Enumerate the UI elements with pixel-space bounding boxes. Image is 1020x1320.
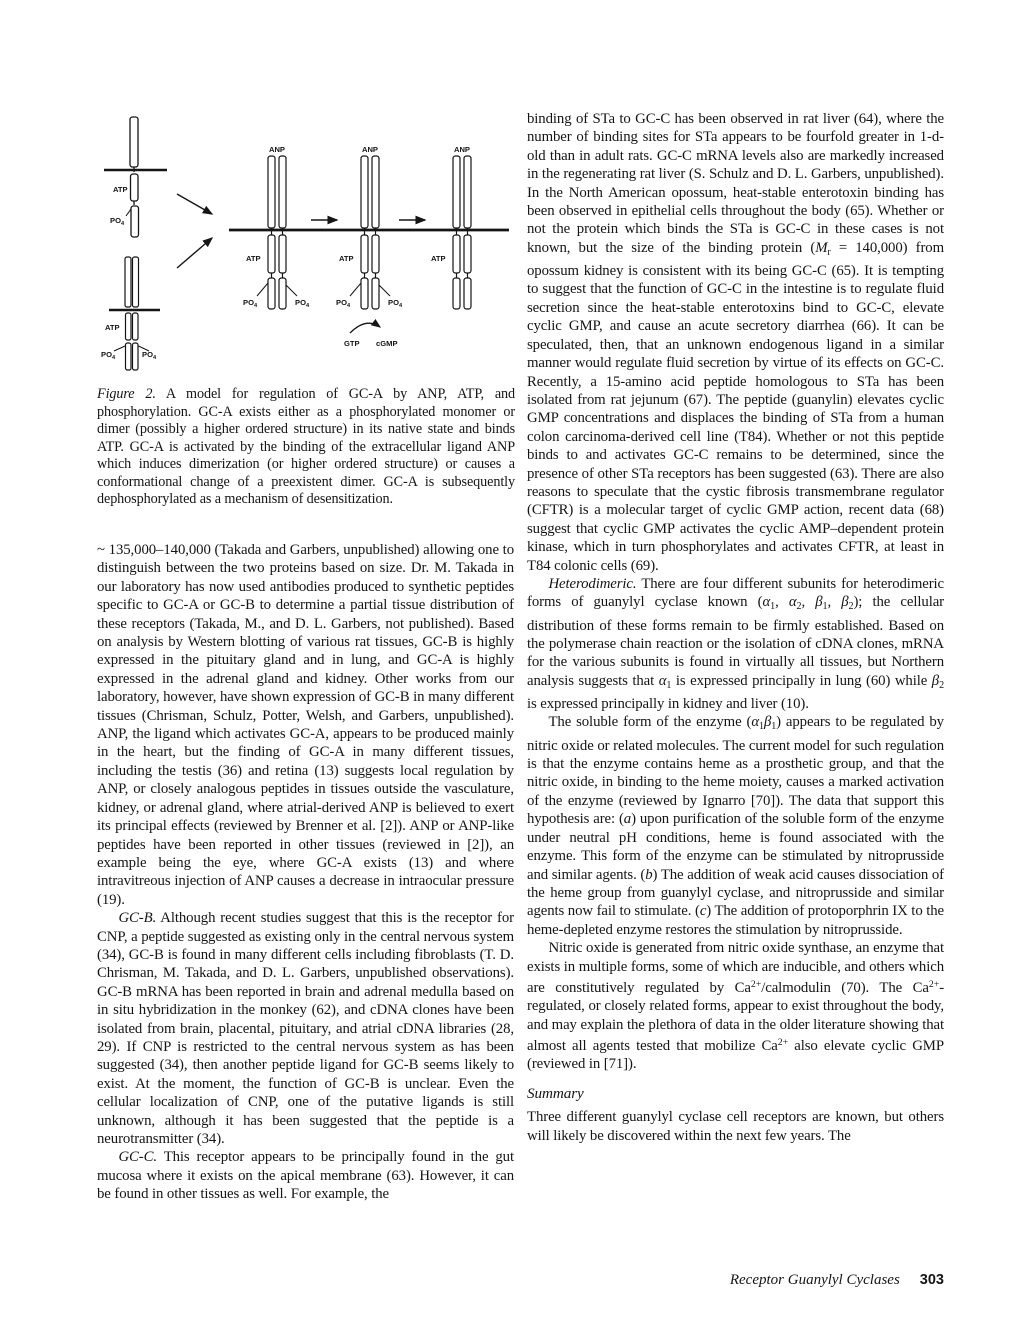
figure-2-diagram — [97, 106, 517, 386]
po4-subscript: 4 — [254, 303, 258, 309]
po4-subscript: 4 — [306, 303, 310, 309]
body-paragraph-gc-c: GC-C. This receptor appears to be principally found in the gut mucosa where it exists on the apical membrane (63). However, it can be found in other tissues as well. For example, the — [97, 1149, 514, 1203]
gtp-label: GTP — [344, 339, 360, 348]
body-paragraph: ~ 135,000–140,000 (Takada and Garbers, unpublished) allowing one to distinguish between the two proteins based on size. Dr. M. Takada in our laboratory has now used antibodies produced to synthetic peptides specific to GC-A or GC-B to determine a partial tissue distribution of these receptors (Takada, M., and D. L. Garbers, not published). Based on analysis by Western blotting of various rat tissues, GC-B is highly expressed in the pituitary gland and in lung, and GC-A is highly expressed in the adrenal gland and kidney. Other works from our laboratory, however, have shown expression of GC-B in many different tissues (Chrisman, Schulz, Potter, Welsh, and Garbers, unpublished). ANP, the ligand which activates GC-A, appears to be produced mainly in the heart, but the finding of GC-A in many different tissues, including the testis (36) and retina (13) suggests local regulation by ANP, or closely analogous peptides in tissues outside the vasculature, kidney, or adrenal gland, where atrial-derived ANP is believed to exert its principal effects (reviewed by Brenner et al. [2]). ANP or ANP-like peptides have been reported in other tissues (reviewed in [2]), an example being the eye, where GC-A exists (13) and where intravitreous injection of ANP causes a decrease in intraocular pressure (19). — [97, 542, 514, 908]
convergence-arrows — [177, 194, 212, 268]
body-paragraph-nitric-oxide: Nitric oxide is generated from nitric oxide synthase, an enzyme that exists in multiple forms, some of which are inducible, and others which are constitutively regulated by $Ca^{2+}$/calmodulin (70). The $Ca^{2+}$-regulated, or closely related forms, appear to exist throughout the body, and may explain the plethora of data in the older literature showing that almost all agents tested that mobilize $Ca^{2+}$ also elevate cyclic GMP (reviewed in [71]). — [527, 940, 945, 1073]
running-title: Receptor Guanylyl Cyclases — [729, 1272, 900, 1288]
po4-label: PO — [243, 298, 254, 307]
body-paragraph: binding of STa to GC-C has been observed in rat liver (64), where the number of binding sites for STa appears to be fourfold greater in 1-d-old than in adult rats. GC-C mRNA levels also are markedly increased in the regenerating rat liver (S. Schulz and D. L. Garbers, unpublished). In the North American opossum, heat-stable enterotoxin binding has been observed in epithelial cells throughout the body (65). Whether or not the protein which binds the STa is GC-C in these cases is not known, but the size of the binding protein (Mr = 140,000) from opossum kidney is consistent with its being GC-C (65). It is tempting to suggest that the function of GC-C in the intestine is to regulate fluid secretion since the heat-stable enterotoxins bind to GC-C, elevate cyclic GMP, and cause an acute secretory diarrhea (66). It can be speculated, then, that an unknown endogenous ligand in a similar manner would regulate fluid secretion by virtue of its effects on GC-C. Recently, a 15-amino acid peptide homologous to STa has been isolated from rat jejunum (67). The peptide (guanylin) elevates cyclic GMP concentrations and displaces the binding of STa from a human colon carcinoma-derived cell line (T84). Whether or not this peptide binds to and activates GC-C remains to be determined, since the presence of other STa receptors has been suggested (63). There are also reasons to speculate that the cystic fibrosis transmembrane regulator (CFTR) is a molecular target of cyclic GMP action, recent data (68) suggest that cyclic GMP activates the cyclic AMP–dependent protein kinase, which in turn phosphorylates and activates CFTR, at least in T84 colonic cells (69). — [527, 111, 945, 574]
po4-label: PO — [336, 298, 347, 307]
anp-label: ANP — [268, 145, 286, 154]
page-footer — [527, 1272, 944, 1289]
atp-label: ATP — [431, 254, 446, 263]
gtp-to-cgmp-arrow — [350, 323, 380, 333]
dephosphorylated-dimer-3 — [453, 156, 471, 309]
po4-label: PO — [110, 216, 121, 225]
anp-bound-dimer-1 — [257, 156, 297, 309]
po4-subscript: 4 — [347, 303, 351, 309]
anp-label: ANP — [361, 145, 379, 154]
po4-label: PO — [101, 350, 112, 359]
summary-paragraph: Three different guanylyl cyclase cell receptors are known, but others will likely be discovered within the next few years. The — [527, 1109, 944, 1144]
gc-a-regulation-model — [97, 106, 517, 386]
anp-label: ANP — [453, 145, 471, 154]
left-column — [97, 541, 514, 1204]
body-paragraph-heterodimeric: Heterodimeric. There are four different subunits for heterodimeric forms of guanylyl cyclase known (α1, α2, β1, β2); the cellular distribution of these forms remain to be firmly established. Based on the polymerase chain reaction or the isolation of cDNA clones, mRNA for the various subunits is found in virtually all tissues, but Northern analysis suggests that α1 is expressed principally in lung (60) while β2 is expressed principally in kidney and liver (10). — [527, 575, 944, 713]
right-column — [527, 110, 944, 1145]
figure-2-caption: Figure 2. A model for regulation of GC-A by ANP, ATP, and phosphorylation. GC-A exists either as a phosphorylated monomer or dimer (possibly a higher ordered structure) in its native state and binds ATP. GC-A is activated by the binding of the extracellular ligand ANP which induces dimerization (or higher ordered structure) or causes a conformational change of a preexistent dimer. GC-A is subsequently dephosphorylated as a mechanism of desensitization. — [97, 386, 516, 507]
cgmp-label: cGMP — [376, 339, 398, 348]
body-paragraph-gc-b: GC-B. Although recent studies suggest that this is the receptor for CNP, a peptide suggested as existing only in the central nervous system (34), GC-B is found in many different cells including fibroblasts (T. D. Chrisman, M. Takada, and D. L. Garbers, unpublished observations). GC-B mRNA has been reported in brain and adrenal medulla based on in situ hybridization in the monkey (62), and cDNA clones have been isolated from brain, placental, pituitary, and atrial cDNA libraries (28, 29). If CNP is restricted to the central nervous system as has been suggested (34), then another peptide ligand for GC-B seems likely to exist. At the moment, the function of GC-B is unclear. Even the cellular localization of CNP, one of the putative ligands is still unknown, although it has been suggested that the peptide is a neurotransmitter (34). — [97, 910, 514, 1147]
po4-label: PO — [142, 350, 153, 359]
atp-label: ATP — [246, 254, 261, 263]
atp-label: ATP — [339, 254, 354, 263]
body-paragraph-soluble-form: The soluble form of the enzyme (α1β1) appears to be regulated by nitric oxide or related molecules. The current model for such regulation is that the enzyme contains heme as a prosthetic group, and that the nitric oxide, in binding to the heme moiety, causes a marked activation of the enzyme (reviewed by Ignarro [70]). The data that support this hypothesis are: (a) upon purification of the soluble form of the enzyme under neutral pH conditions, heme is found associated with the enzyme. This form of the enzyme can be stimulated by nitroprusside and similar agents. (b) The addition of weak acid causes dissociation of the heme group from guanylyl cyclase, and nitroprusside and similar agents now fail to stimulate. (c) The addition of protoporphrin IX to the heme-depleted enzyme restores the stimulation by nitroprusside. — [527, 714, 945, 938]
anp-bound-dimer-2 — [350, 156, 390, 309]
summary-heading: Summary — [527, 1084, 584, 1102]
page-number: 303 — [919, 1272, 944, 1288]
atp-label: ATP — [113, 185, 128, 194]
po4-label: PO — [295, 298, 306, 307]
po4-subscript: 4 — [121, 221, 125, 227]
po4-subscript: 4 — [112, 355, 116, 361]
atp-label: ATP — [105, 323, 120, 332]
po4-label: PO — [388, 298, 399, 307]
po4-subscript: 4 — [399, 303, 403, 309]
po4-subscript: 4 — [153, 355, 157, 361]
